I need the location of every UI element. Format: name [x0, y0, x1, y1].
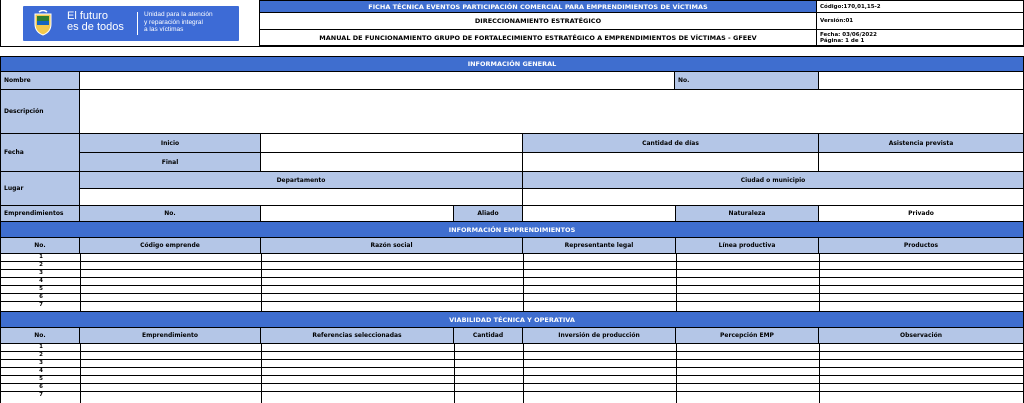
table-row[interactable]: [1, 368, 1023, 376]
input-final[interactable]: [261, 153, 523, 172]
label-inicio: Inicio: [80, 134, 261, 153]
input-no[interactable]: [818, 72, 1024, 90]
via-col-no: No.: [0, 328, 80, 344]
row-number: 7: [39, 302, 43, 308]
row-number: 4: [39, 278, 43, 284]
input-departamento[interactable]: [80, 189, 523, 206]
emp-col-representante: Representante legal: [523, 238, 676, 254]
row-number: 3: [39, 270, 43, 276]
row-number: 1: [39, 344, 43, 350]
table-row[interactable]: [1, 376, 1023, 384]
value-privado: Privado: [819, 206, 1024, 222]
table-row[interactable]: [1, 392, 1023, 403]
row-number: 6: [39, 384, 43, 390]
label-nombre: Nombre: [0, 72, 80, 90]
input-cantidad-dias[interactable]: [523, 153, 819, 172]
table-row[interactable]: [1, 262, 1023, 270]
version-text: Versión:01: [820, 18, 854, 24]
section-informacion-emprendimientos: INFORMACIÓN EMPRENDIMIENTOS: [0, 222, 1024, 238]
section-viabilidad: VIABILIDAD TÉCNICA Y OPERATIVA: [0, 312, 1024, 328]
logo-banner: [23, 6, 239, 41]
label-emprendimientos: Emprendimientos: [0, 206, 80, 222]
table-row[interactable]: [1, 384, 1023, 392]
section-informacion-general: INFORMACIÓN GENERAL: [0, 56, 1024, 72]
label-lugar: Lugar: [0, 172, 80, 206]
label-no-emprendimientos: No.: [80, 206, 261, 222]
emp-col-linea: Línea productiva: [676, 238, 819, 254]
input-descripcion[interactable]: [80, 90, 1024, 134]
row-number: 7: [39, 392, 43, 398]
label-aliado: Aliado: [454, 206, 523, 222]
via-col-inversion: Inversión de producción: [523, 328, 676, 344]
emp-col-no: No.: [0, 238, 80, 254]
table-row[interactable]: [1, 344, 1023, 352]
table-row[interactable]: [1, 352, 1023, 360]
input-ciudad[interactable]: [523, 189, 1024, 206]
table-row[interactable]: [1, 254, 1023, 262]
label-fecha: Fecha: [0, 134, 80, 172]
input-asistencia[interactable]: [819, 153, 1024, 172]
label-no: No.: [675, 72, 818, 90]
label-departamento: Departamento: [80, 172, 523, 189]
via-col-percepcion: Percepción EMP: [676, 328, 819, 344]
emp-table-body: [0, 254, 1024, 312]
fecha-text: Fecha: 03/06/2022: [820, 32, 877, 38]
table-row[interactable]: [1, 302, 1023, 312]
codigo-cell: [817, 0, 1024, 13]
row-number: 5: [39, 376, 43, 382]
fecha-pagina-cell: [817, 30, 1024, 46]
row-number: 2: [39, 352, 43, 358]
label-asistencia: Asistencia prevista: [819, 134, 1024, 153]
codigo-text: Código:170,01,15-2: [820, 3, 881, 10]
row-number: 2: [39, 262, 43, 268]
row-number: 1: [39, 254, 43, 260]
logo-divider: [137, 12, 138, 35]
emp-col-codigo: Código emprende: [80, 238, 261, 254]
via-col-referencias: Referencias seleccionadas: [261, 328, 454, 344]
label-descripcion: Descripción: [0, 90, 80, 134]
label-ciudad: Ciudad o municipio: [523, 172, 1024, 189]
row-number: 3: [39, 360, 43, 366]
input-aliado[interactable]: [523, 206, 676, 222]
table-row[interactable]: [1, 294, 1023, 302]
row-number: 6: [39, 294, 43, 300]
logo-subtitle: Unidad para la atención y reparación integral a las víctimas: [144, 11, 213, 33]
pagina-text: Página: 1 de 1: [820, 38, 865, 44]
input-nombre[interactable]: [80, 72, 675, 90]
via-col-observacion: Observación: [819, 328, 1024, 344]
emp-col-razon-social: Razón social: [261, 238, 523, 254]
table-row[interactable]: [1, 278, 1023, 286]
input-no-emprendimientos[interactable]: [261, 206, 454, 222]
label-naturaleza: Naturaleza: [676, 206, 819, 222]
via-table-body: [0, 344, 1024, 403]
emp-col-productos: Productos: [819, 238, 1024, 254]
logo-line1: El futuro: [67, 10, 108, 22]
label-cantidad-dias: Cantidad de días: [523, 134, 819, 153]
via-col-cantidad: Cantidad: [454, 328, 523, 344]
version-cell: [817, 13, 1024, 30]
table-row[interactable]: [1, 360, 1023, 368]
row-number: 5: [39, 286, 43, 292]
table-row[interactable]: [1, 286, 1023, 294]
via-col-emprendimiento: Emprendimiento: [80, 328, 261, 344]
title-main: FICHA TÉCNICA EVENTOS PARTICIPACIÓN COMERCIAL PARA EMPRENDIMIENTOS DE VÍCTIMAS: [259, 0, 817, 13]
row-number: 4: [39, 368, 43, 374]
title-direccionamiento: DIRECCIONAMIENTO ESTRATÉGICO: [259, 13, 817, 30]
coat-of-arms-icon: [31, 10, 55, 37]
logo-line2: es de todos: [67, 21, 124, 33]
table-row[interactable]: [1, 270, 1023, 278]
input-inicio[interactable]: [261, 134, 523, 153]
label-final: Final: [80, 153, 261, 172]
title-manual: MANUAL DE FUNCIONAMIENTO GRUPO DE FORTALECIMIENTO ESTRATÉGICO A EMPRENDIMIENTOS DE VÍCTIMAS - GFEEV: [259, 30, 817, 46]
